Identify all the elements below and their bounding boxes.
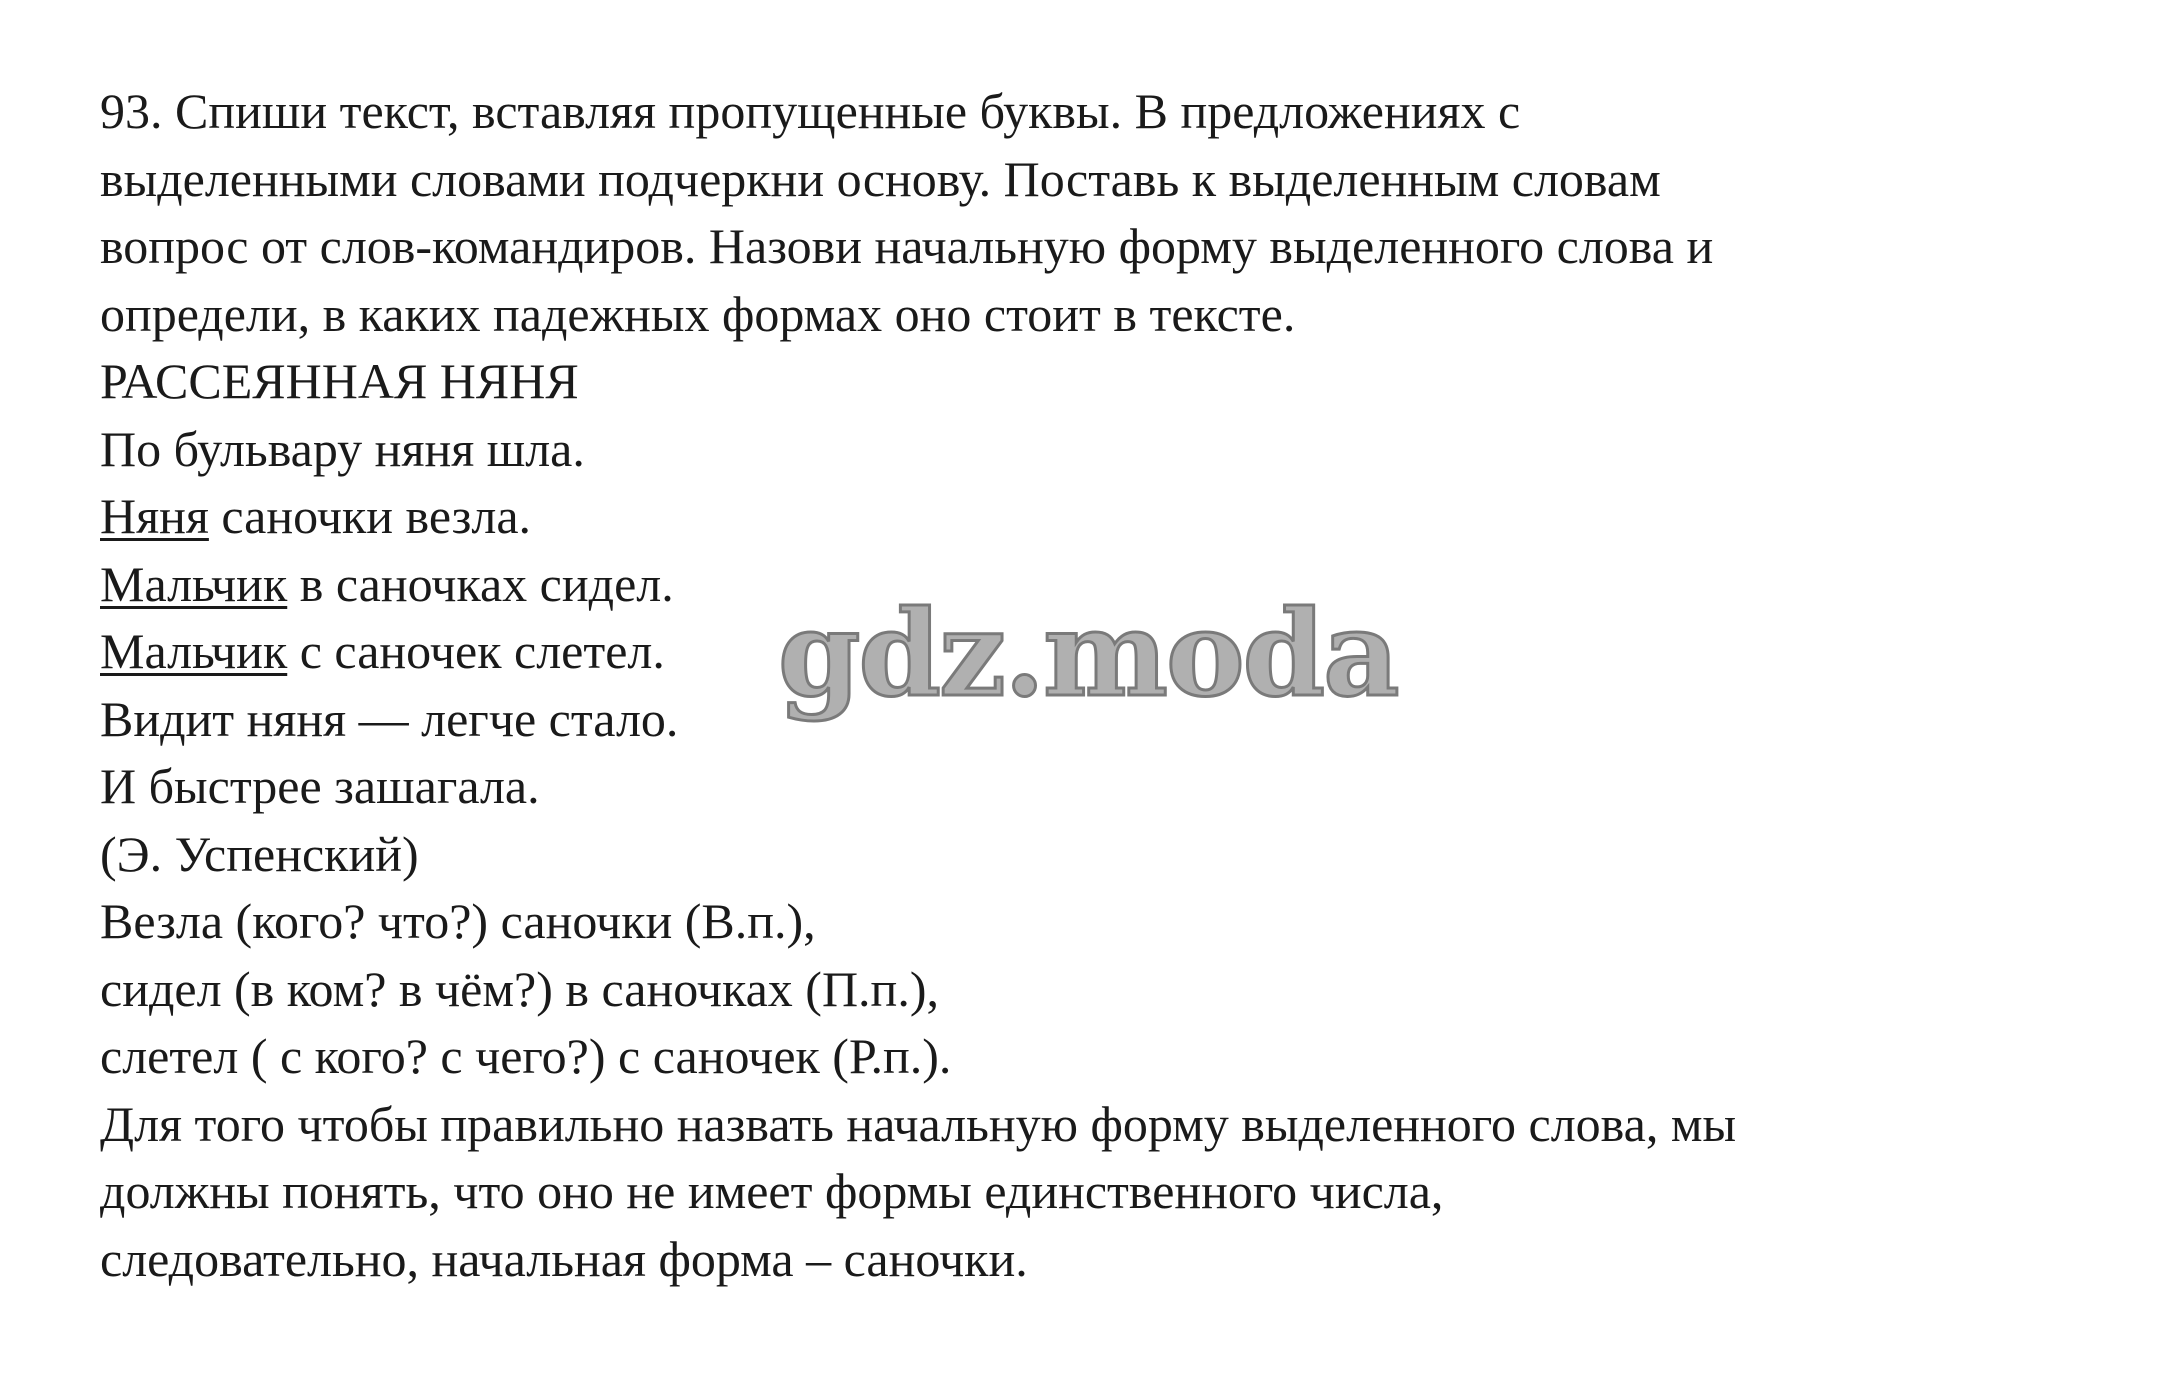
poem-line xyxy=(100,483,2120,551)
answer-line: Для того чтобы правильно назвать начальную форму выделенного слова, мы xyxy=(100,1095,1737,1152)
underlined-subject: Мальчик xyxy=(100,623,288,679)
task-line: выделенными словами подчеркни основу. Поставь к выделенным словам xyxy=(100,150,1661,207)
poem-line-rest: в саночках сидел. xyxy=(287,555,674,612)
answer-line: должны понять, что оно не имеет формы единственного числа, xyxy=(100,1163,1444,1219)
poem-title: РАССЕЯННАЯ НЯНЯ xyxy=(100,353,579,409)
poem-author: (Э. Успенский) xyxy=(100,825,419,882)
watermark: gdz.moda xyxy=(778,584,1398,723)
answer-line: Везла (кого? что?) саночки (В.п.), xyxy=(100,893,816,949)
poem-line: И быстрее зашагала. xyxy=(100,758,540,814)
poem-line-rest: с саночек слетел. xyxy=(287,623,665,679)
task-line: определи, в каких падежных формах оно стоит в тексте. xyxy=(100,285,1296,342)
task-line: 93. Спиши текст, вставляя пропущенные буквы. В предложениях с xyxy=(100,83,1521,139)
poem-line-rest: саночки везла. xyxy=(208,488,532,544)
poem-line: По бульвару няня шла. xyxy=(100,420,585,477)
answer-line: сидел (в ком? в чём?) в саночках (П.п.), xyxy=(100,960,939,1017)
underlined-subject: Няня xyxy=(100,488,209,544)
poem-line: Видит няня — легче стало. xyxy=(100,690,679,747)
task-line: вопрос от слов-командиров. Назови начальную форму выделенного слова и xyxy=(100,218,1714,274)
answer-line: слетел ( с кого? с чего?) с саночек (Р.п.). xyxy=(100,1028,952,1084)
underlined-subject: Мальчик xyxy=(100,555,288,612)
answer-line: следовательно, начальная форма – саночки. xyxy=(100,1230,1028,1287)
